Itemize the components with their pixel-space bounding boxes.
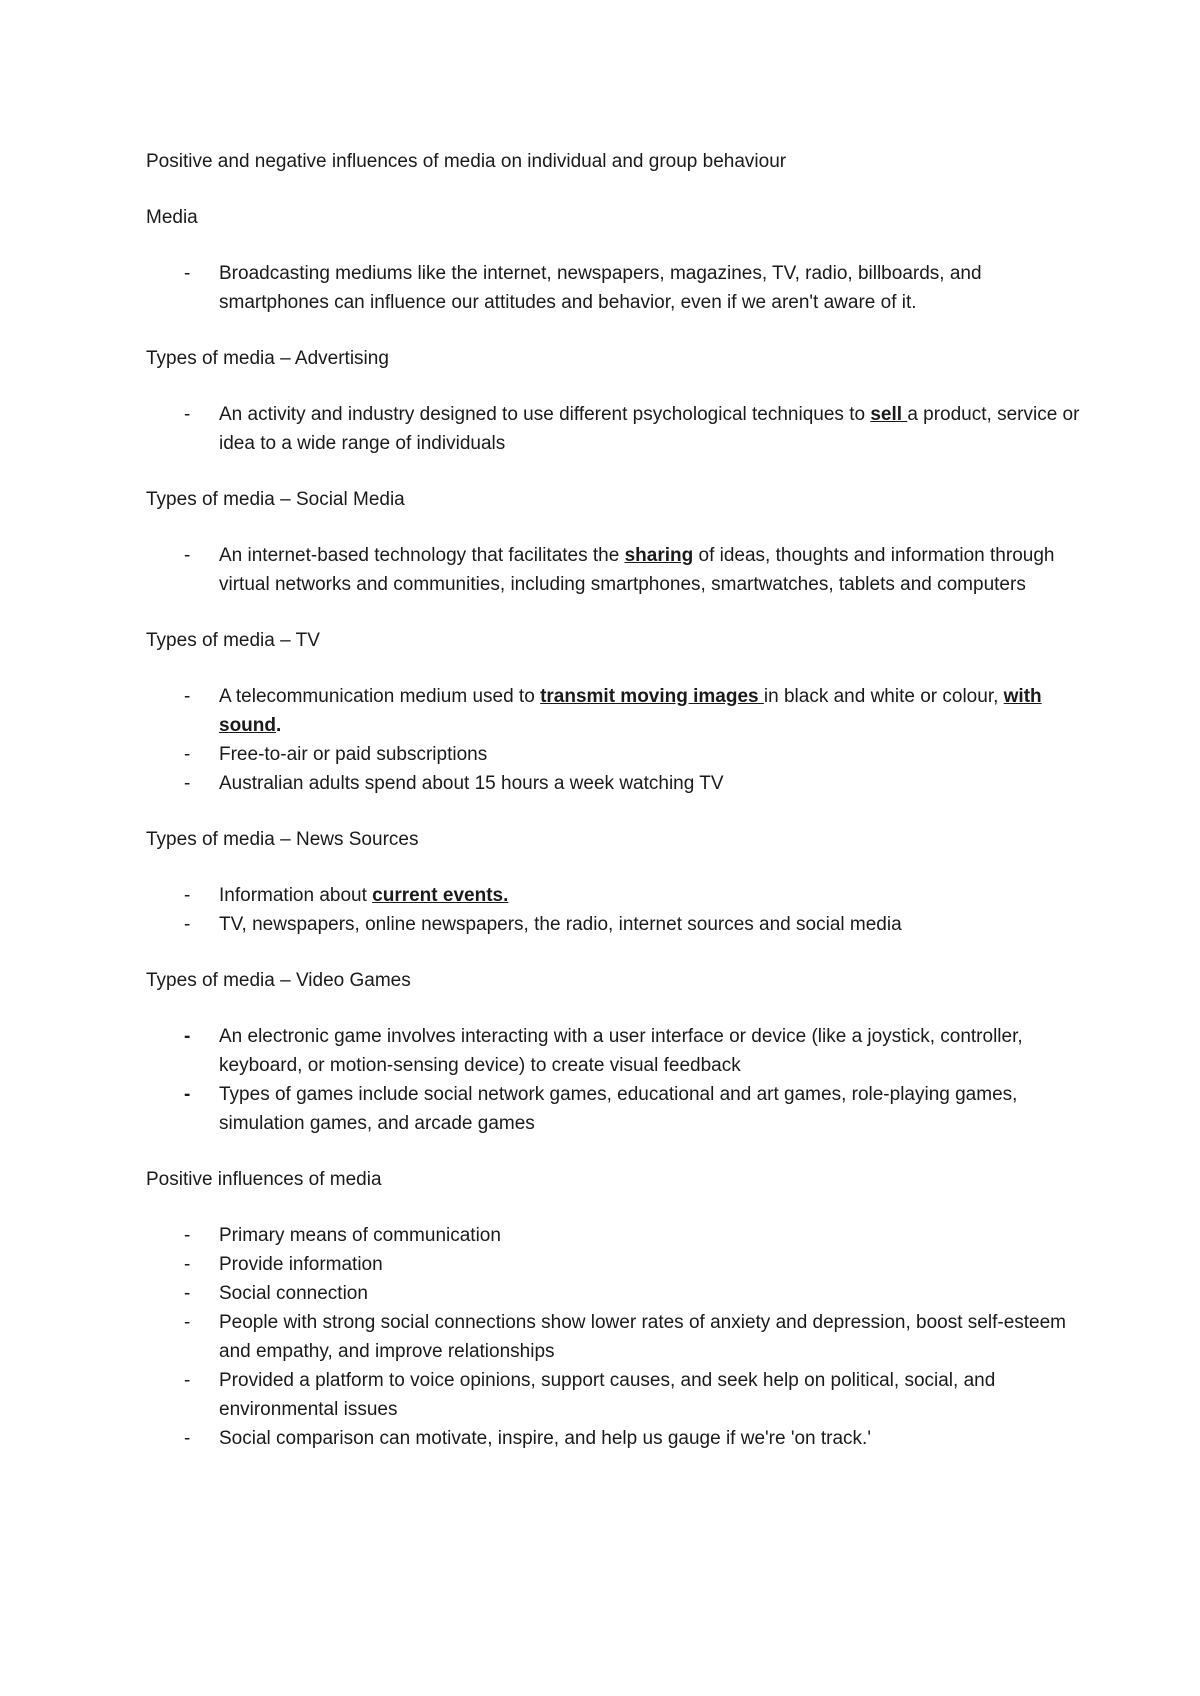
list-item-text: A telecommunication medium used to	[219, 686, 541, 707]
list-item-text: Australian adults spend about 15 hours a week watching TV	[219, 773, 724, 794]
list-item-text: Broadcasting mediums like the internet, newspapers, magazines, TV, radio, billboards, and smartphones can influence our attitudes and behavior, even if we aren't aware of it.	[219, 263, 982, 313]
bullet-dash: -	[184, 1428, 191, 1449]
list-item-text: a product, service or idea to a wide range of individuals	[219, 404, 1080, 454]
bullet-dash: -	[184, 1225, 191, 1246]
list-item-text: .	[276, 715, 282, 736]
list-item-text: People with strong social connections show lower rates of anxiety and depression, boost self-esteem and empathy, and improve relationships	[219, 1312, 1067, 1362]
bullet-dash: -	[184, 686, 191, 707]
list-item-text: Free-to-air or paid subscriptions	[219, 744, 488, 765]
bullet-dash: -	[184, 744, 191, 765]
emphasis-sharing: sharing	[624, 545, 694, 566]
list-item	[146, 400, 1086, 458]
list-item-text: of ideas, thoughts and information through virtual networks and communities, including smartphones, smartwatches, tablets and computers	[219, 545, 1055, 595]
list-item-text: Information about	[219, 885, 373, 906]
emphasis-with-sound: with sound	[219, 686, 1042, 736]
emphasis-sell: sell	[870, 404, 908, 425]
list-item	[146, 740, 1086, 769]
list-item	[146, 1080, 1086, 1138]
list-item	[146, 541, 1086, 599]
list-positive-influences	[146, 1221, 1086, 1453]
document-content	[146, 147, 1086, 1480]
heading-positive-influences: Positive influences of media	[146, 1169, 382, 1190]
heading-advertising: Types of media – Advertising	[146, 348, 389, 369]
list-item-text: TV, newspapers, online newspapers, the radio, internet sources and social media	[219, 914, 902, 935]
list-tv	[146, 682, 1086, 798]
list-item	[146, 1279, 1086, 1308]
bullet-dash: -	[184, 1283, 191, 1304]
heading-media: Media	[146, 207, 198, 228]
list-item-text: Social connection	[219, 1283, 368, 1304]
bullet-dash: -	[184, 914, 191, 935]
document-title: Positive and negative influences of media on individual and group behaviour	[146, 151, 787, 172]
list-item	[146, 1308, 1086, 1366]
list-item-text: An electronic game involves interacting with a user interface or device (like a joystick, controller, keyboard, or motion-sensing device) to create visual feedback	[219, 1026, 1023, 1076]
list-media	[146, 259, 1086, 317]
list-item-text: Social comparison can motivate, inspire, and help us gauge if we're 'on track.'	[219, 1428, 871, 1449]
list-item-text: in black and white or colour,	[763, 686, 1004, 707]
bullet-dash: -	[184, 1254, 191, 1275]
bullet-dash: -	[184, 545, 191, 566]
list-item	[146, 1022, 1086, 1080]
list-item-text: Types of games include social network games, educational and art games, role-playing games, simulation games, and arcade games	[219, 1084, 1018, 1134]
list-social-media	[146, 541, 1086, 599]
bullet-dash: -	[184, 773, 191, 794]
list-advertising	[146, 400, 1086, 458]
heading-social-media: Types of media – Social Media	[146, 489, 405, 510]
emphasis-current-events: current events.	[372, 885, 509, 906]
heading-news-sources: Types of media – News Sources	[146, 829, 419, 850]
list-item	[146, 1250, 1086, 1279]
list-item	[146, 1366, 1086, 1424]
list-item	[146, 910, 1086, 939]
heading-video-games: Types of media – Video Games	[146, 970, 411, 991]
list-item-text: An internet-based technology that facilitates the	[219, 545, 625, 566]
list-news-sources	[146, 881, 1086, 939]
bullet-dash: -	[184, 885, 191, 906]
bullet-dash: -	[184, 1312, 191, 1333]
list-video-games	[146, 1022, 1086, 1138]
bullet-dash: -	[184, 404, 191, 425]
list-item	[146, 881, 1086, 910]
bullet-dash: -	[184, 263, 191, 284]
list-item	[146, 259, 1086, 317]
list-item-text: Primary means of communication	[219, 1225, 501, 1246]
bullet-dash: -	[184, 1370, 191, 1391]
list-item-text: Provided a platform to voice opinions, support causes, and seek help on political, social, and environmental issues	[219, 1370, 996, 1420]
list-item	[146, 1424, 1086, 1453]
list-item	[146, 682, 1086, 740]
list-item-text: Provide information	[219, 1254, 383, 1275]
bullet-dash: -	[184, 1084, 191, 1105]
list-item-text: An activity and industry designed to use different psychological techniques to	[219, 404, 871, 425]
heading-tv: Types of media – TV	[146, 630, 320, 651]
bullet-dash: -	[184, 1026, 191, 1047]
list-item	[146, 769, 1086, 798]
emphasis-transmit: transmit moving images	[540, 686, 764, 707]
list-item	[146, 1221, 1086, 1250]
